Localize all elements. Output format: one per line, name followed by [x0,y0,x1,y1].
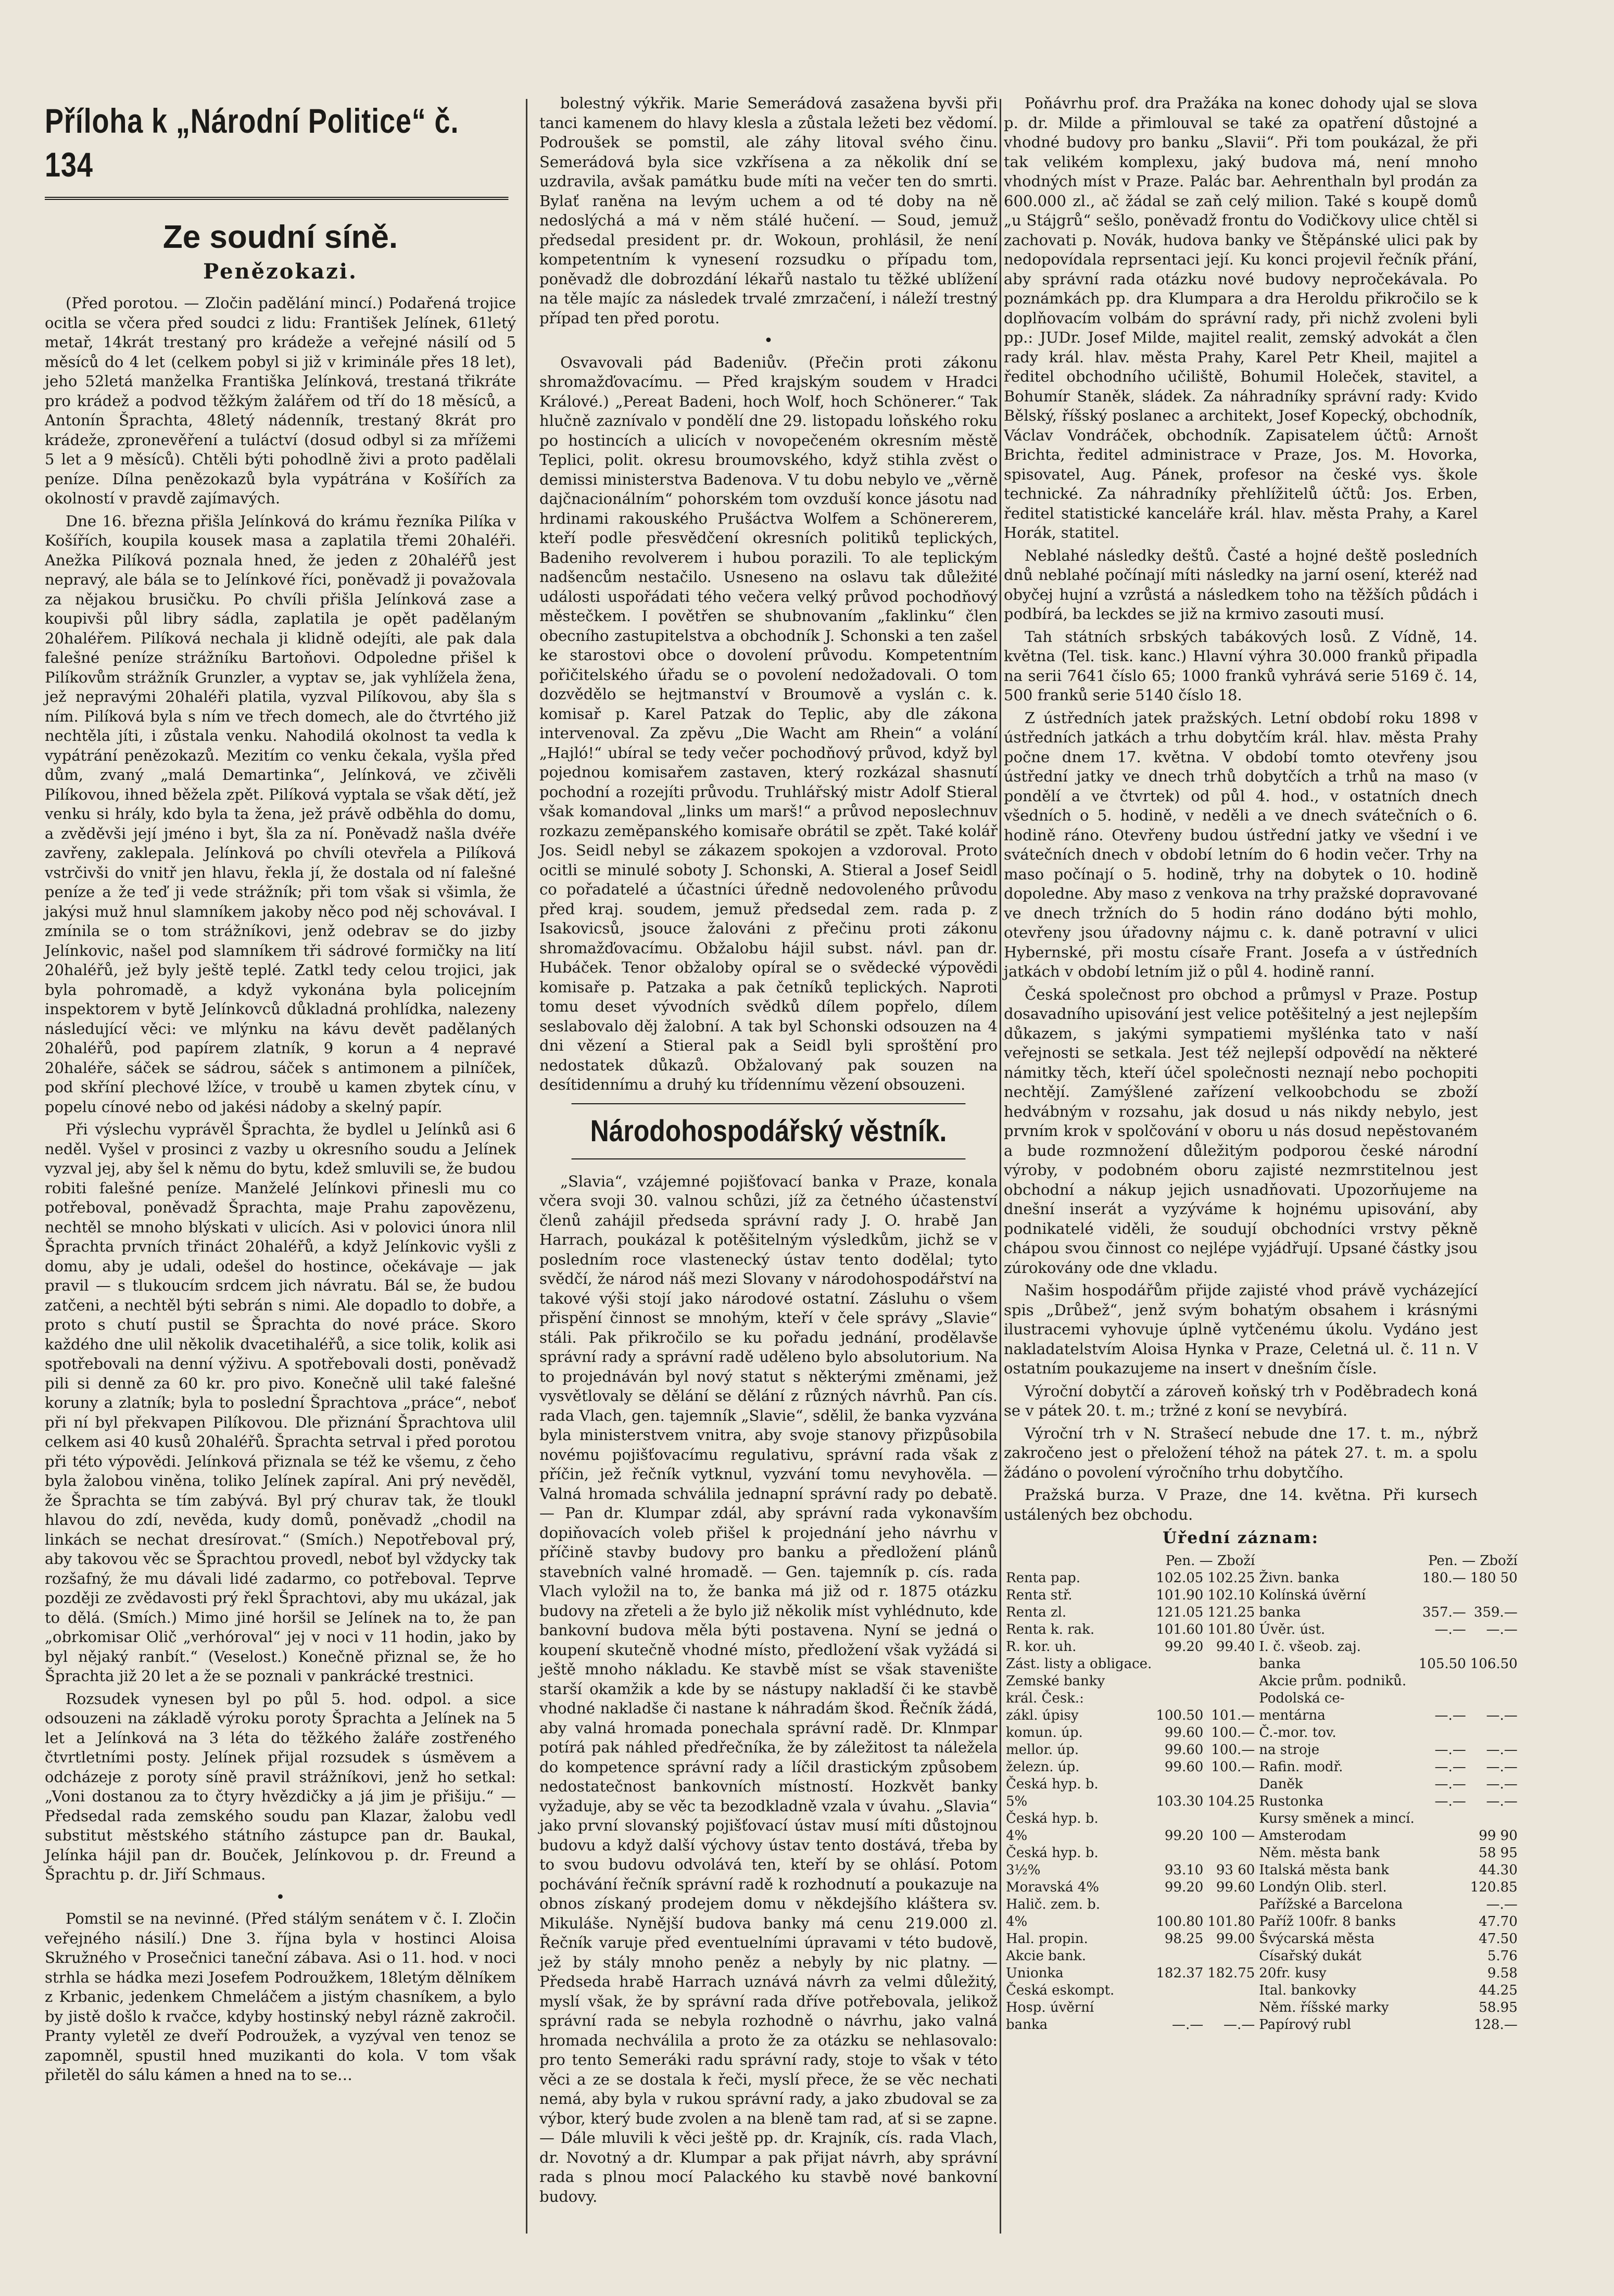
table-cell [1417,1931,1468,1948]
table-cell [1205,1896,1257,1913]
separator: • [275,1888,285,1907]
table-cell: 359.— [1473,1604,1518,1620]
table-cell: mellor. úp. [1006,1742,1079,1758]
section-title: Národohospodářský věstník. [572,1103,966,1159]
table-cell: 93.10 [1164,1862,1204,1878]
table-cell: —.— [1434,1707,1466,1723]
table-cell [1154,1948,1205,1965]
table-cell: —.— [1486,1793,1518,1809]
table-cell: král. Česk.: [1006,1690,1084,1706]
table-cell: 4% [1006,1827,1028,1844]
table-row [1004,1724,1520,1742]
table-cell [1468,1810,1520,1827]
table-cell: Česká eskompt. [1006,1982,1115,1998]
table-cell: 5.76 [1487,1948,1518,1964]
article-paragraph: „Slavia“, vzájemné pojišťovací banka v Praze, konala včera svoji 30. valnou schůzi, jíž za četného účastenství členů zahájil předseda správní rady J. O. hrabě Jan Harrach, poukázal k potěšitelným výsledkům, jichž se v posledním roce vlastenecký ústav tento dodělal; tyto svědčí, že národ náš mezi Slovany v národohospodářství na takové výši stojí jako národové ostatní. Zásluhu o všem přispění činnost se mnohým, kteří v čele správy „Slavie“ stáli. Pak přikročilo se ku pořadu jednání, prodělavše správní rady a správní radě uděleno bylo absolutorium. Na to projednáván byl nový statut s některými změnami, jež vysvětlovaly se dělání se dělání z různých návrhů. Pan cís. rada Vlach, gen. tajemník „Slavie“, sdělil, že banka vyzvána byla ministerstvem vnitra, aby svoje stanovy přizpůsobila novému pojišťovacímu regulativu, správní rada však z příčin, jež řečník vytknul, vyzvání tomu nevyhověla. — Valná hromada schválila jednapní správní rady po debatě. — Pan dr. Klumpar zdál, aby správní rada vykonavším dopiňovacích voleb přišel k projednání jeho návrhu v příčině stavby budovy pro banku a předložení plánů stavebních valné hromadě. — Gen. tajemník p. cís. rada Vlach vyložil na to, že banka má již od r. 1875 otázku budovy na zřeteli a že bylo již několik míst vyhlédnuto, kde bankovní budova měla býti postavena. Nyní se jedná o koupení skutečně vhodné místo, předložení však vyžádá si ještě mnoho nákladu. Ke stavbě míst se však stavenište starší okamžik a kde by se nástupy nakladší či ke stavbě vhodné nakladše či nastane k náhradám škod. Řečník žádá, aby valná hromada ponechala správní radě. Dr. Klnmpar potírá pak náhled předřečníka, že by záležitost ta náležela do kompetence správní rady a líčil drastickým způsobem nedostatečnost bankovních místností. Hozkvět banky vyžaduje, aby se věc ta bezodkladně vzala v úvahu. „Slavia“ jako první slovanský pojišťovací ústav musí míti důstojnou budovu a když další výchovy ústav tento dostává, třeba by to svou budovu odvolává ten, kteří by se ohlásí. Potom pochávání řečník správní radě k rozhodnutí a poukazuje na obnos získaný prodejem domu v někdejšího kláštera sv. Mikuláše. Nynější budova banky má cenu 219.000 zl. Řečník varuje před eventuelními úpravami v této budově, jež by stály mnoho peněz a nebyly by nic platny. — Předseda hrabě Harrach uznává návrh za velmi důležitý, myslí však, že by správní rada dříve potřebovala, jelikož správní rada se nebyla rozhodně o návrhu, jako valná hromada nechválila a proto že za otázku se nehlasovalo: pro tento Semeráki radu správní rady, stoje to však v této věci a ze se dostala k řeči, myslí přece, že se věc nechati nemá, aby byla v rukou správní rady, a jako zbudoval se za výbor, který bude zvolen a na bleně tam rad, ať si se zapne. — Dále mluvili k věci ještě pp. dr. Krajník, cís. rada Vlach, dr. Novotný a dr. Klumpar a pak přijat návrh, aby správní rada s plnou mocí Palackého ku stavbě nové bankovní budovy. [539,1172,998,2205]
table-cell [1205,1656,1257,1673]
table-cell [1417,1896,1468,1913]
article-paragraph: Pražská burza. V Praze, dne 14. května. Při kursech ustálených bez obchodu. [1004,1486,1478,1523]
article-paragraph: Našim hospodářům přijde zajisté vhod právě vycházející spis „Drůbež“, jenž svým bohatým obsahem i krásnými ilustracemi vyhovuje úplně vytčenému úkolu. Vydáno jest nakladatelstvím Aloisa Hynka v Praze, Celetná ul. č. 11 n. V ostatním poukazujeme na insert v dnešním čísle. [1004,1281,1478,1377]
table-cell [1417,1999,1468,2016]
article-paragraph: Dne 16. března přišla Jelínková do krámu řezníka Pilíka v Košířích, koupila kousek masa a zaplatila třemi 20haléři. Anežka Pilíková poznala hned, že jeden z 20haléřů jest nepravý, ale bála se to Jelínkové říci, poněvadž ji považovala za nějakou brusičku. Po chvíli přišla Jelínková zase a koupivši půl libry sádla, zaplatila je opět padělaným 20haléřem. Pilíková nechala ji klidně odejíti, ale pak dala falešné peníze strážníku Bartoňovi. Odpoledne přišel k Pilíkovům strážník Grunzler, a vyptav se, jak vyhlížela žena, jež nepravými 20haléři platila, vyzval Pilíkovou, aby šla s ním. Pilíková byla s ním ve třech domech, ale do čtvrtého již nechtěla jíti, i zůstala venku. Nahodilá okolnost ta vedla k vypátrání penězokazů. Mezitím co venku čekala, vyšla před dům, zvaný „malá Demartinka“, Jelínková, ve zčivěli Pilíkovou, ihned běžela zpět. Pilíková vyptala se však dětí, jež venku si hrály, kdo byla ta žena, jež právě odběhla do domu, a zvěděvši její jméno i byt, šla za ní. Poněvadž našla dvéře zavřeny, zaklepala. Jelínková po chvíli otevřela a Pilíková vstrčivši do vnitř jen hlavu, řekla jí, že dostala od ní falešné peníze a že teď ji vede strážník; při tom však si všimla, že jakýsi muž hnul slamníkem jakoby něco pod něj schovával. I zmínila se o tom strážníkovi, jenž odebrav se do jizby Jelínkovic, našel pod slamníkem tři sádrové formičky na lití 20haléřů, jež byly ještě teplé. Zatkl tedy celou trojici, jak byla pohromadě, a když vykonána byla policejním inspektorem v bytě Jelínkovců důkladná prohlídka, nalezeny následující věci: ve mlýnku na kávu devět padělaných 20haléřů, pod papírem zlatník, 9 korun a 4 nepravé 20haléře, sáček se sádrou, sáček s antimonem a pilníček, pod skříní plechové lžíce, v troubě u kamen zbytek cínu, v popelu cínové nebo od jakési nádoby a skelný papír. [45,512,516,1116]
table-row [1004,1948,1520,1965]
table-cell: 120.85 [1470,1879,1518,1895]
table-cell: 44.25 [1479,1982,1518,1998]
table-cell: Hal. propin. [1006,1931,1088,1947]
table-cell: —.— [1486,1707,1518,1723]
table-cell: 99.20 [1164,1638,1204,1655]
table-cell: 182.75 [1207,1965,1255,1981]
table-row [1004,1604,1520,1621]
table-cell [1417,1862,1468,1879]
table-cell: Halič. zem. b. [1006,1896,1101,1912]
table-cell: 180 50 [1470,1570,1518,1586]
table-row [1004,1931,1520,1948]
table-cell: banka [1259,1656,1301,1672]
table-row [1004,1776,1520,1793]
table-cell: 105.50 [1418,1656,1466,1672]
table-cell: 93 60 [1216,1862,1255,1878]
article-paragraph: Česká společnost pro obchod a průmysl v Praze. Postup dosavadního upisování jest velice potěšitelný a jest nejlepším důkazem, s jakými sympatiemi myšlénka tato v naší veřejnosti se setkala. Jest též nejlepší odpovědí na některé námitky těch, kteří účel společnosti neznají nebo pochopiti nechtějí. Zamýšlené zařízení velkoobchodu se zboží hedvábným v rozsahu, jak dosud u nás nikdy nebylo, jest prvním krok v spolčování v oboru u nás dosud nepěstovaném a bude rozmnožení důležitým podporou české národní výroby, v podobném oboru zajisté nezmrstitelnou jest obchodní a nákup jejich usnadňovati. Upozorňujeme na dnešní inserát a vyzýváme k hojnému upisování, aby podnikatelé viděli, že soudují obchodníci vrstvy pěkně chápou svou činnost co nejlépe vyjádřují. Upsané částky jsou zúrokovány ode dne vkladu. [1004,985,1478,1277]
table-cell [1468,1690,1520,1707]
article-paragraph: Osvavovali pád Badeniův. (Přečin proti zákonu shromažďovacímu. — Před krajským soudem v Hradci Králové.) „Pereat Badeni, hoch Wolf, hoch Schönerer.“ Tak hlučně zaznívalo v pondělí dne 29. listopadu loňského roku po hostincích a ulicích v novopečeném okresním městě Teplici, polit. okresu broumovského, když stihla zvěst o demissi ministerstva Badenova. V tu dobu nebylo ve „věrně dajčnacionálním“ pohorském tom ovzduší konce jásotu nad hrdinami rakouského Prušáctva Wolfem a Schönererem, kteří podle přesvědčení okresních politiků teplických, Badeniho revolverem i hubou porazili. To ale teplickým nadšencům nestačilo. Usneseno na oslavu tak důležité události uspořádati tého večera velký průvod pochodňový městečkem. I povětřen se shubnovaním „faklinku“ člen obecního zastupitelstva a obchodník J. Schonski a ten zašel ke starostovi obce o dovolení průvodu. Kompetentním pořičitelského úřadu se o povolení nedožadovali. O tom dozvědělo se hejtmanství v Broumově a vyslán c. k. komisař p. Karel Patzak do Teplic, aby dle zákona intervenoval. Za zpěvu „Die Wacht am Rhein“ a volání „Hajló!“ ubíral se tedy večer pochodňový průvod, když byl pojednou komisařem zastaven, který rozkázal shasnutí pochodní a rozejíti průvodu. Truhlářský mistr Adolf Stieral však komandoval „links um marš!“ a průvod neposlechnuv rozkazu zeměpanského komisaře obrátil se zpět. Také kolář Jos. Seidl nebyl se zákazem spokojen a vzdoroval. Proto ocitli se minulé soboty J. Schonski, A. Stieral a Josef Seidl co pořadatelé a účastníci úředně nedovoleného průvodu před kraj. soudem, jemuž předsedal zem. rada p. z Isakovicsů, jsouce žalováni z přečinu proti zákonu shromažďovacímu. Obžalobu hájil subst. návl. pan dr. Hubáček. Tenor obžaloby opíral se o svědecké výpovědi komisaře p. Patzaka a pak četníků teplických. Naproti tomu deset vývodních svědků dílem popřelo, dílem seslabovalo děj žalobní. A tak byl Schonski odsouzen na 4 dni vězení a Stieral pak a Seidl byli sproštění pro nedostatek důkazů. Obžalovaný pak souzen na desítidennímu a druhý ku třídennímu vězení obsouzeni. [539,353,998,1093]
table-row [1004,1690,1520,1707]
table-cell: Londýn Olib. sterl. [1259,1879,1387,1895]
table-cell: Česká hyp. b. [1006,1845,1099,1861]
table-cell: —.— [1434,1621,1466,1637]
table-cell: 20fr. kusy [1259,1965,1327,1981]
table-cell [1417,1724,1468,1742]
article-paragraph: Pomstil se na nevinné. (Před stálým senátem v č. I. Zločin veřejného násilí.) Dne 3. října byla v hostinci Aloisa Skružného v Prosečnici taneční zábava. Asi o 11. hod. v noci strhla se hádka mezi Josefem Podroužkem, 18letým dělníkem z Krbanic, jedenkem Chmeláčem a jistým chasníkem, a bylo by jistě došlo k rvačce, kdyby hostinský nebyl rázně zakročil. Pranty vyletěl ze dveří Podroužek, a vyzýval ven tenoz se zapomněl, spustil hned muzikanti do kola. V tom však přiletěl do sálu kámen a hned na to se… [45,1910,516,2084]
table-cell: 99.60 [1164,1724,1204,1740]
table-cell: Úvěr. úst. [1259,1621,1326,1637]
table-row [1004,1810,1520,1827]
table-cell: 121.05 [1156,1604,1204,1620]
table-cell: 99.40 [1216,1638,1255,1655]
table-cell: Italská města bank [1259,1862,1389,1878]
table-cell: 102.10 [1207,1587,1255,1603]
article-paragraph: Neblahé následky deštů. Časté a hojné deště posledních dnů neblahé počínají míti následky na jarní osení, kteréž nad obyčej hujní a vzrůstá a následkem toho na těžších půdách i podbírá, ba leckdes se již na krmivo zasouti musí. [1004,546,1478,623]
table-cell: 9.58 [1487,1965,1518,1981]
table-cell: 99.20 [1164,1827,1204,1844]
table-cell: Rafin. modř. [1259,1759,1343,1775]
table-row [1004,1827,1520,1845]
table-cell: Rustonka [1259,1793,1324,1809]
table-cell: Moravská 4% [1006,1879,1100,1895]
table-cell: Zást. listy a obligace. [1006,1656,1152,1672]
column-header: Pen. — Zboží [1428,1553,1518,1569]
table-cell: 98.25 [1164,1931,1204,1947]
table-cell: Renta k. rak. [1006,1621,1095,1637]
table-cell: 100.50 [1156,1707,1204,1723]
table-cell: 101.90 [1156,1587,1204,1603]
table-cell: na stroje [1259,1742,1320,1758]
table-row [1004,1879,1520,1896]
table-cell: 121.25 [1207,1604,1255,1620]
column-2 [539,94,998,2210]
table-cell: Ital. bankovky [1259,1982,1356,1998]
table-row [1004,1638,1520,1656]
table-cell: Živn. banka [1259,1570,1340,1586]
table-cell [1417,1845,1468,1862]
table-cell: —.— [1434,1776,1466,1792]
table-cell: Něm. říšské marky [1259,1999,1389,2015]
column-header: Pen. — Zboží [1165,1553,1255,1569]
table-cell: 100.— [1211,1759,1255,1775]
table-cell: 128.— [1473,2016,1518,2033]
table-cell [1417,1810,1468,1827]
table-cell: 182.37 [1156,1965,1204,1981]
table-cell [1205,1776,1257,1793]
table-cell: —.— [1224,2016,1255,2033]
table-cell [1154,1845,1205,1862]
table-cell: —.— [1486,1896,1518,1912]
stock-table [1004,1553,1520,2034]
table-cell: 104.25 [1207,1793,1255,1809]
table-cell [1205,1948,1257,1965]
table-cell: 99.20 [1164,1879,1204,1895]
table-cell [1468,1724,1520,1742]
column-rule-2 [1000,99,1001,2234]
table-cell: Papírový rubl [1259,2016,1351,2033]
table-cell: 106.50 [1470,1656,1518,1672]
table-cell: 58.95 [1479,1999,1518,2015]
table-cell: Zemské banky [1006,1673,1105,1689]
table-cell [1468,1587,1520,1604]
table-row [1004,1587,1520,1604]
table-cell [1154,1810,1205,1827]
table-cell: Č.-mor. tov. [1259,1724,1336,1740]
article-paragraph: (Před porotou. — Zločin padělání mincí.) Podařená trojice ocitla se včera před soudci z lidu: František Jelínek, 61letý metař, 14krát trestaný pro krádeže a veřejné násilí od 5 měsíců do 4 let (celkem pobyl si již v kriminále přes 18 let), jeho 52letá manželka Františka Jelínková, trestaná třikráte pro krádež a podvod těžkým žalářem od tří do 18 měsíců, a Antonín Šprachta, 48letý nádenník, trestaný 8krát pro krádeže, zpronevěření a tuláctví (dosud odbyl si za mřížemi 5 let a 9 měsíců). Chtěli býti pohodlně živi a proto padělali peníze. Dílna penězokazů byla vypátrána v Košířích za okolností v pravdě zajímavých. [45,294,516,507]
article-title: Penězokazi. [203,259,358,284]
table-cell [1417,1673,1468,1690]
table-cell [1417,1965,1468,1982]
table-cell [1205,1999,1257,2016]
table-cell [1468,1673,1520,1690]
table-cell: 102.05 [1156,1570,1204,1586]
table-cell: —.— [1486,1621,1518,1637]
table-cell: komun. úp. [1006,1724,1083,1740]
table-cell: —.— [1172,2016,1204,2033]
table-cell [1417,1638,1468,1656]
table-cell [1417,1690,1468,1707]
table-cell: 103.30 [1156,1793,1204,1809]
table-cell [1205,1810,1257,1827]
table-cell: 100 — [1211,1827,1255,1844]
table-cell: 99.60 [1216,1879,1255,1895]
table-cell: —.— [1486,1776,1518,1792]
table-cell: 3½% [1006,1862,1041,1878]
table-cell [1154,1656,1205,1673]
column-1 [45,99,516,2088]
article-paragraph: Výroční trh v N. Strašecí nebude dne 17. t. m., nýbrž zakročeno jest o přeložení téhož na pátek 27. t. m. a spolu žádáno o povolení výročního trhu dobytčího. [1004,1424,1478,1481]
table-cell: 102.25 [1207,1570,1255,1586]
table-cell: 100.— [1211,1742,1255,1758]
table-row [1004,1862,1520,1879]
section-title: Ze soudní síně. [162,219,398,255]
table-cell [1205,1673,1257,1690]
table-cell: Něm. města bank [1259,1845,1380,1861]
table-cell: 99.60 [1164,1742,1204,1758]
table-cell [1417,1982,1468,1999]
column-rule-1 [526,99,527,2234]
table-cell [1417,1879,1468,1896]
table-cell: Renta stř. [1006,1587,1073,1603]
table-cell: banka [1006,2016,1048,2033]
table-row [1004,1999,1520,2016]
table-cell: Švýcarská města [1259,1931,1375,1947]
table-cell: 5% [1006,1793,1028,1809]
table-cell: 58 95 [1479,1845,1518,1861]
table-cell: 99.60 [1164,1759,1204,1775]
table-cell: Hosp. úvěrní [1006,1999,1094,2015]
article-paragraph: Z ústředních jatek pražských. Letní období roku 1898 v ústředních jatkách a trhu dobytčím král. hlav. města Prahy počne dnem 17. května. V období tomto otevřeny jsou ústřední jatky ve dnech trhů dobytčích a trhů na maso (v pondělí a ve čtvrtek) od půl 4. hod., v ostatních dnech všedních o 5. hodině, v neděli a ve dnech svátečních o 6. hodině ráno. Otevřeny budou ústřední jatky ve všední i ve svátečních dnech v období letním do 6 hodin večer. Trhy na maso počínají o 5. hodině, trhy na dobytek o 10. hodině dopoledne. Aby maso z venkova na trhy pražské dopravované ve dnech tržních do 5 hodin ráno dodáno býti mohlo, otevřeny jsou úřadovny nájmu c. k. daně potravní v ulici Hybernské, při mostu císaře Frant. Josefa a v ústředních jatkách v období letním již o půl 4. hodině ranní. [1004,709,1478,980]
table-cell: Daněk [1259,1776,1303,1792]
table-cell: 100.80 [1156,1913,1204,1929]
table-cell: Česká hyp. b. [1006,1810,1099,1826]
table-cell: Renta zl. [1006,1604,1067,1620]
table-cell: 47.50 [1479,1931,1518,1947]
table-cell [1468,1638,1520,1656]
table-cell [1154,1690,1205,1707]
table-cell [1154,1999,1205,2016]
table-cell: 101.60 [1156,1621,1204,1637]
article-paragraph: Výroční dobytčí a zároveň koňský trh v Poděbradech koná se v pátek 20. t. m.; tržné z koní se nevybírá. [1004,1382,1478,1419]
table-row [1004,1965,1520,1982]
table-cell: R. kor. uh. [1006,1638,1077,1655]
table-cell [1205,1982,1257,1999]
table-cell: Kolínská úvěrní [1259,1587,1366,1603]
table-cell [1154,1982,1205,1999]
table-cell [1154,1896,1205,1913]
table-row [1004,1845,1520,1862]
table-cell: Pařížské a Barcelona [1259,1896,1403,1912]
article-paragraph: bolestný výkřik. Marie Semerádová zasažena byvši při tanci kamenem do hlavy klesla a zůstala ležeti bez vědomí. Podroušek se pomstil, ale záhy litoval svého činu. Semerádová byla sice vzkřísena a za několik dní se uzdravila, avšak památku bude míti na večer ten do smrti. Bylať raněna na levým uchem a od té doby na ně nedoslýchá a má v něm stálé hučení. — Soud, jemuž předsedal president pr. dr. Wokoun, prohlásil, že není kompetentním k vynesení rozsudku o případu tom, poněvadž dle dobrozdání lékařů nastalo tu těžké ublížení na těle majíc za následek trvalé zmrzačení, i náleží trestný případ ten před porotu. [539,94,998,327]
table-cell: mentárna [1259,1707,1326,1723]
table-row [1004,1621,1520,1638]
table-cell: —.— [1486,1742,1518,1758]
table-cell [1154,1673,1205,1690]
table-row [1004,1742,1520,1759]
table-cell: Akcie bank. [1006,1948,1086,1964]
table-row [1004,1896,1520,1913]
table-cell: 100.— [1211,1724,1255,1740]
table-cell: Akcie prům. podniků. [1259,1673,1407,1689]
table-cell: 44.30 [1479,1862,1518,1878]
table-cell: Paříž 100fr. 8 banks [1259,1913,1396,1929]
table-cell: —.— [1434,1759,1466,1775]
table-cell [1205,1690,1257,1707]
table-cell: —.— [1486,1759,1518,1775]
table-row [1004,1793,1520,1810]
table-cell: 99.00 [1216,1931,1255,1947]
table-cell: 47.70 [1479,1913,1518,1929]
table-cell: 101.80 [1207,1621,1255,1637]
table-cell: Císařský dukát [1259,1948,1361,1964]
masthead: Příloha k „Národní Politice“ č. 134 [45,99,509,200]
table-row [1004,1913,1520,1931]
table-cell: Amsterodam [1259,1827,1346,1844]
table-cell [1417,2016,1468,2034]
table-cell: železn. úp. [1006,1759,1080,1775]
article-paragraph: Při výslechu vyprávěl Šprachta, že bydlel u Jelínků asi 6 neděl. Vyšel v prosinci z vazby u okresního soudu a Jelínek vyzval jej, aby šel k němu do bytu, kdež smluvili se, že budou robiti falešné peníze. Manželé Jelínkovi přinesli mu co potřeboval, poněvadž Šprachta, maje Prahu zapovězenu, nechtěl se mnoho blýskati v ulicích. Asi v polovici února nlil Šprachta prvních třináct 20haléřů, a když Jelínkovic vyšli z domu, aby je udali, odešel do hostince, očekávaje — jak pravil — s tlukoucím srdcem jich návratu. Bál se, že budou zatčeni, a nechtěl býti sebrán s nimi. Ale dopadlo to dobře, a proto s chutí pustil se Šprachta do nové práce. Skoro každého dne ulil několik dvacetihaléřů, a sice tolik, kolik asi spotřebovali na denní výživu. A spotřebovali dosti, poněvadž pili si denně za 60 kr. pro pivo. Konečně ulil také falešné koruny a zlatník; byla to poslední Šprachtova „práce“, neboť při ní byl překvapen Pilíkovou. Dle přiznání Šprachtova ulil celkem asi 40 kusů 20haléřů. Šprachta setrval i před porotou při této výpovědi. Jelínková přiznala se též ke všemu, z čeho byla žalobou viněna, toliko Jelínek zapíral. Ani prý nevěděl, že Šprachta se tím zabývá. Byl prý churav tak, že tloukl hlavou do zdí, nevěda, kudy domů, poněvadž „chodil na linkách se nechat dresírovat.“ (Smích.) Nepotřeboval prý, aby takovou věc se Šprachtou provedl, neboť byl vždycky tak rozšafný, že mu dávali lidé zadarmo, co potřeboval. Teprve později ze zvědavosti prý řekl Šprachtovi, aby mu ukázal, jak to dělá. (Smích.) Mimo jiné horšil se Jelínek na to, že pan „obrkomisar Olič „verhóroval“ jej v noci v 11 hodin, jako by byl nějaký ranbít.“ (Veselost.) Konečně přiznal se, že ho Šprachta již 20 let a že se poznali v pankrácké trestnici. [45,1120,516,1685]
table-cell: Podolská ce- [1259,1690,1345,1706]
table-cell: Kursy směnek a mincí. [1259,1810,1415,1826]
table-cell [1417,1827,1468,1845]
table-cell: —.— [1434,1793,1466,1809]
article-paragraph: Rozsudek vynesen byl po půl 5. hod. odpol. a sice odsouzeni na základě výroku poroty Šprachta a Jelínek na 5 let a Jelínková na 3 léta do těžkého žaláře zostřeného čtvrtletními posty. Jelínek přijal rozsudek s úsměvem a odcházeje z poroty síně pravil strážníkovi, jenž ho setkal: „Voni dostanou za to čtyry hvězdičky a já jim je přišiju.“ — Předsedal rada zemského soudu pan Klazar, žalobu vedl substitut městského státního zástupce pan dr. Baukal, Jelínka hájil pan dr. Bouček, Jelínkovou p. dr. Freund a Šprachtu p. dr. Jiří Schmaus. [45,1689,516,1883]
stock-table-body [1004,1570,1520,2034]
table-cell: Česká hyp. b. [1006,1776,1099,1792]
table-cell: 357.— [1422,1604,1466,1620]
table-header-row [1004,1553,1520,1570]
table-row [1004,1656,1520,1673]
table-cell: Renta pap. [1006,1570,1080,1586]
separator: • [764,332,773,350]
table-cell: 101.80 [1207,1913,1255,1929]
table-cell [1417,1948,1468,1965]
table-row [1004,1759,1520,1776]
table-cell: I. č. všeob. zaj. [1259,1638,1361,1655]
article-paragraph: Poňávrhu prof. dra Pražáka na konec dohody ujal se slova p. dr. Milde a přimlouval se také za opatření důstojné a vhodné budovy pro banku „Slavii“. Při tom poukázal, že při tak velikém komplexu, jaký budova má, není mnoho vhodných míst v Praze. Palác bar. Aehrenthaln byl prodán za 600.000 zl., ač žádal se zaň celý milion. Také s koupě domů „u Stájgrů“ sešlo, poněvadž frontu do Vodičkovy ulice chtěl si zachovati p. Novák, hudova banky ve Štěpánské ulici pak by nedopovídala reprsentaci její. Ku konci projevil řečník přání, aby správní rada otázku nové budovy nepročekávala. Po poznámkách pp. dra Klumpara a dra Heroldu přikročilo se k doplňovacím volbám do správní rady, při nichž zvoleni byli pp.: JUDr. Josef Milde, majitel realit, zemský advokát a člen rady král. hlav. města Prahy, Karel Petr Kheil, majitel a ředitel obchodního učiliště, Bohumil Holeček, stavitel, a Bohumír Staněk, sládek. Za náhradníky správní rady: Kvido Bělský, říšský poslanec a architekt, Josef Kopecký, obchodník, Václav Vondráček, obchodník. Zapisatelem účtů: Arnošt Brichta, ředitel administrace v Praze, Jos. M. Hovorka, spisovatel, Aug. Pánek, profesor na české vys. škole technické. Za náhradníky přehlížitelů účtů: Jos. Erben, ředitel statistické kanceláře král. hlav. města Prahy, a Karel Horák, statitel. [1004,94,1478,541]
table-cell: 101.— [1211,1707,1255,1723]
table-cell: 4% [1006,1913,1028,1929]
table-cell: banka [1259,1604,1301,1620]
table-row [1004,2016,1520,2034]
table-row [1004,1570,1520,1587]
table-cell: —.— [1434,1742,1466,1758]
table-row [1004,1673,1520,1690]
table-cell: 99 90 [1479,1827,1518,1844]
table-cell: Unionka [1006,1965,1064,1981]
article-paragraph: Tah státních srbských tabákových losů. Z Vídně, 14. května (Tel. tisk. kanc.) Hlavní výhra 30.000 franků připadla na serii 7641 číslo 65; 1000 franků vyhrává serie 5169 č. 14, 500 franků serie 5140 číslo 18. [1004,627,1478,704]
table-cell [1417,1913,1468,1931]
table-cell [1205,1845,1257,1862]
column-3 [1004,94,1518,2034]
table-row [1004,1982,1520,1999]
table-row [1004,1707,1520,1724]
table-cell: zákl. úpisy [1006,1707,1079,1723]
table-cell [1154,1776,1205,1793]
stock-table-title: Úřední záznam: [1162,1529,1319,1547]
table-cell [1417,1587,1468,1604]
table-cell: 180.— [1422,1570,1466,1586]
